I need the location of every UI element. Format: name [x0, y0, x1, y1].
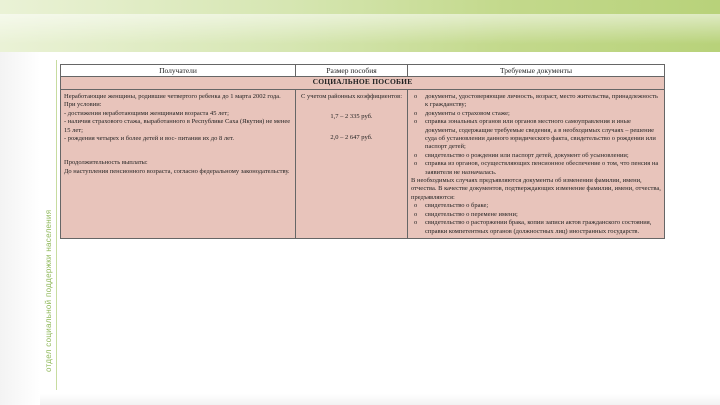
recipients-line: - наличия страхового стажа, выработанного в Республике Саха (Якутия) не менее 15 лет;: [64, 118, 291, 134]
table-row: [61, 90, 665, 239]
footer-fade: [40, 394, 720, 405]
bullet-icon: o: [414, 93, 418, 100]
documents-list: [411, 93, 661, 177]
header-recipients: Получатели: [61, 65, 296, 77]
list-item: o документы о страховом стаже;: [414, 109, 510, 117]
amount-value: 1,7 – 2 335 руб.: [330, 113, 373, 121]
section-title-row: [61, 77, 665, 90]
list-item: o документы, удостоверяющие личность, возраст, место жительства, принадлежность к гражданству;: [414, 93, 658, 109]
left-margin-bar: [0, 52, 40, 405]
header-amount: Размер пособия: [296, 65, 408, 77]
list-item: o справка зональных органов или органов местного самоуправления и иные документы, содержащие требуемые сведения, а в необходимых случаях – решение суда об установлении данного юридического факта, свидетельство о рождении или паспорт детей;: [414, 118, 656, 151]
bullet-icon: o: [414, 160, 418, 168]
bullet-icon: o: [414, 151, 418, 159]
amount-label: С учетом районных коэффициентов:: [300, 93, 403, 100]
table-header-row: [61, 65, 665, 77]
amount-cell: [296, 90, 408, 239]
duration-title: Продолжительность выплаты:: [64, 159, 148, 167]
bullet-icon: o: [414, 109, 418, 117]
section-title: СОЦИАЛЬНОЕ ПОСОБИЕ: [61, 77, 665, 90]
list-item: o свидетельство о браке;: [414, 202, 489, 210]
bullet-icon: o: [414, 210, 418, 218]
recipients-line: Неработающие женщины, родившие четвертого ребенка до 1 марта 2002 года. При условии:: [64, 93, 281, 109]
list-item: o свидетельство о рождении или паспорт детей, документ об усыновлении;: [414, 151, 629, 159]
header-band: [0, 0, 720, 52]
header-documents: Требуемые документы: [408, 65, 665, 77]
recipients-line: - достижения неработающими женщинами возраста 45 лет;: [64, 109, 229, 117]
bullet-icon: o: [414, 202, 418, 210]
duration-text: До наступления пенсионного возраста, согласно федеральному законодательству.: [64, 167, 290, 175]
recipients-cell: [61, 90, 296, 239]
list-item: o свидетельство о расторжении брака, копии записи актов гражданского состояния, справки компетентных органов (должностных лиц) иностранных государств.: [414, 219, 652, 235]
side-caption: отдел социальной поддержки населения: [44, 209, 53, 372]
list-item: o свидетельство о перемене имени;: [414, 210, 518, 218]
documents-list-secondary: [411, 202, 661, 236]
bullet-icon: o: [414, 118, 418, 126]
documents-cell: [408, 90, 665, 239]
documents-note: В необходимых случаях предъявляются документы об изменении фамилии, имени, отчества. В качестве документов, подтверждающих изменение фамилии, имени, отчества, предъявляются:: [411, 177, 661, 201]
list-item: o справка из органов, осуществляющих пенсионное обеспечение о том, что пенсия на заявителя не назначалась.: [414, 160, 659, 176]
amount-value: 2,0 – 2 647 руб.: [330, 133, 373, 141]
bullet-icon: o: [414, 219, 418, 227]
left-divider: [56, 60, 57, 390]
benefits-table: [60, 64, 665, 239]
recipients-line: - рождения четырех и более детей и вос- питания их до 8 лет.: [64, 135, 234, 143]
